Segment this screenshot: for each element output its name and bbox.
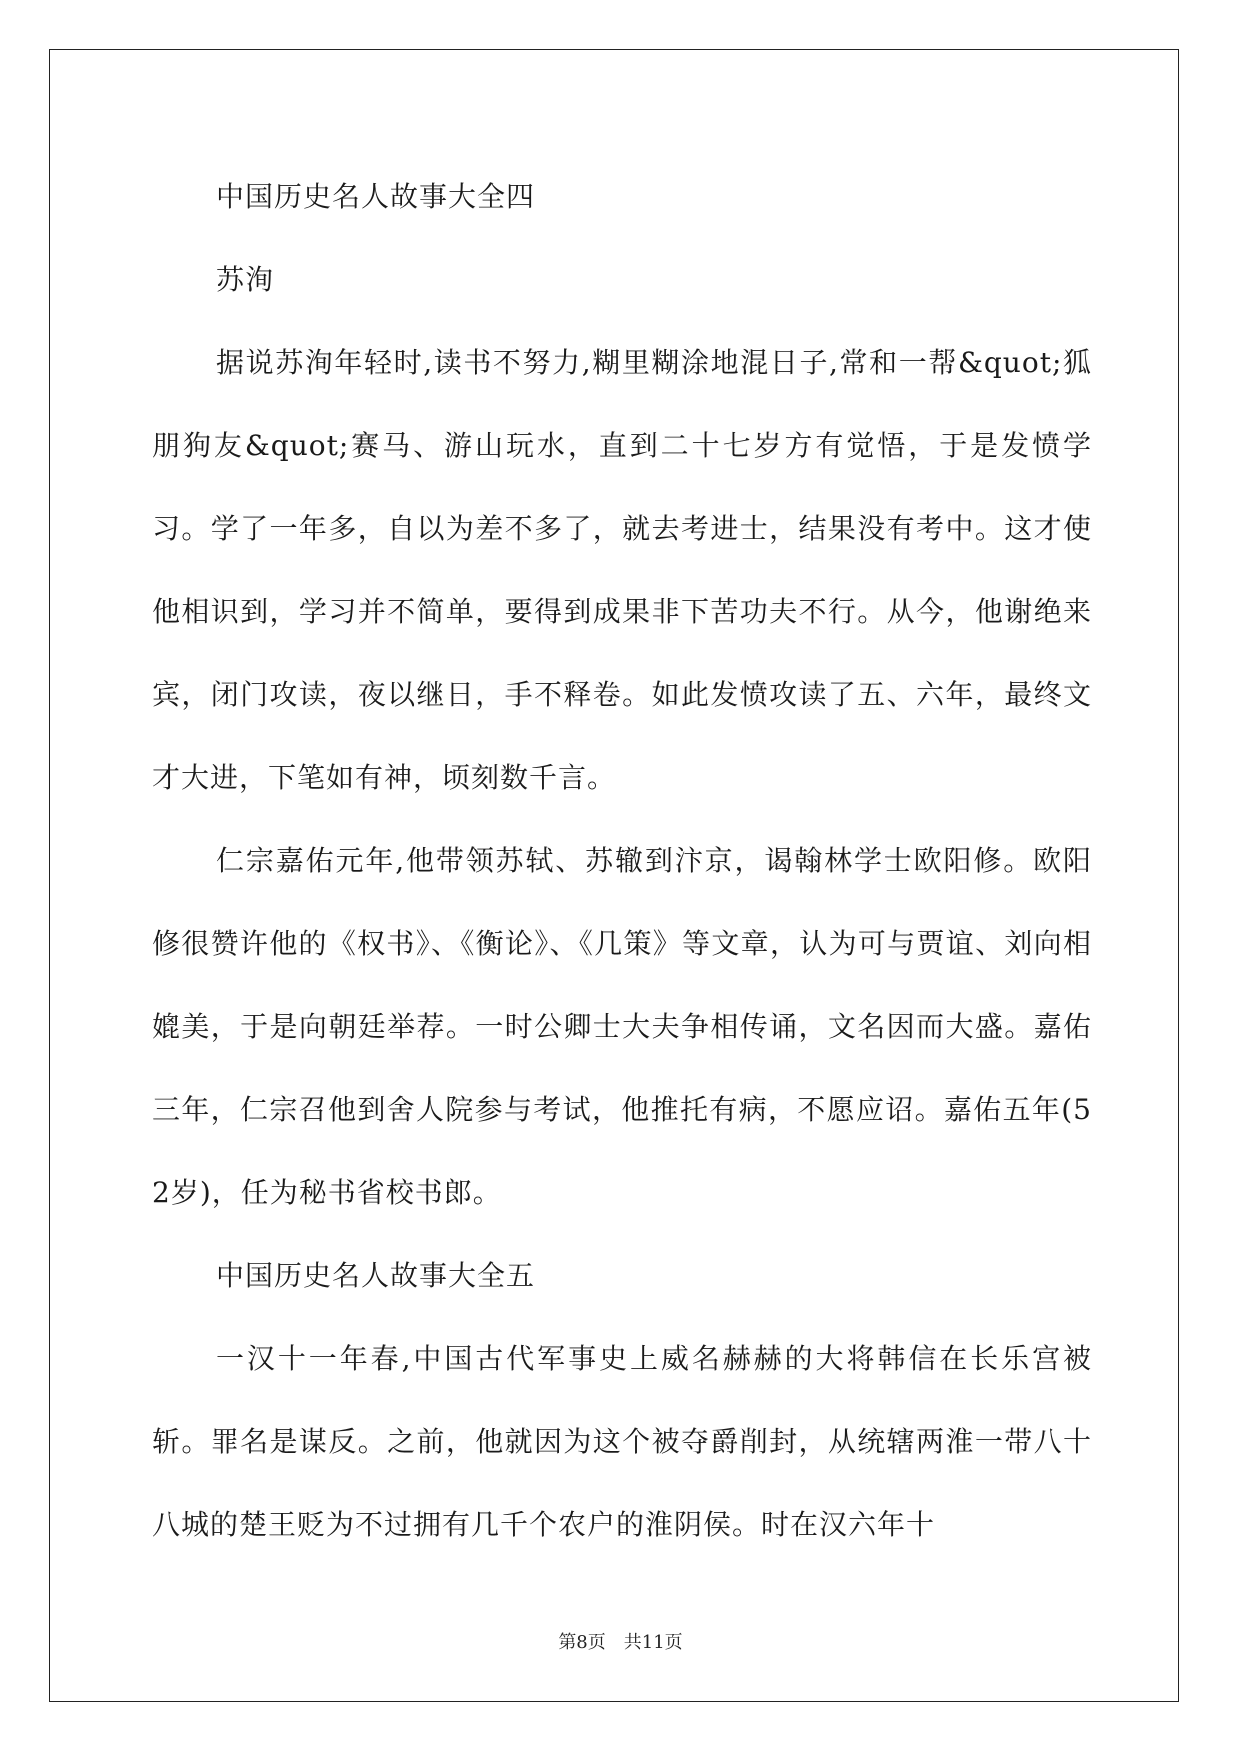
section-heading-5: 中国历史名人故事大全五 xyxy=(216,1259,536,1292)
document-body xyxy=(152,155,1092,1566)
section-heading-4: 中国历史名人故事大全四 xyxy=(216,180,536,213)
page-total: 共11页 xyxy=(623,1632,683,1653)
page-footer xyxy=(0,1628,1241,1654)
paragraph-su-xun-career: 仁宗嘉佑元年,他带领苏轼、苏辙到汴京，谒翰林学士欧阳修。欧阳修很赞许他的《权书》、《衡论》、《几策》等文章，认为可与贾谊、刘向相媲美，于是向朝廷举荐。一时公卿士大夫争相传诵，文名因而大盛。嘉佑三年，仁宗召他到舍人院参与考试，他推托有病，不愿应诏。嘉佑五年(52岁)，任为秘书省校书郎。 xyxy=(152,844,1092,1209)
paragraph-su-xun-youth: 据说苏洵年轻时,读书不努力,糊里糊涂地混日子,常和一帮&quot;狐朋狗友&quot;赛马、游山玩水，直到二十七岁方有觉悟，于是发愤学习。学了一年多，自以为差不多了，就去考进士，结果没有考中。这才使他相识到，学习并不简单，要得到成果非下苦功夫不行。从今，他谢绝来宾，闭门攻读，夜以继日，手不释卷。如此发愤攻读了五、六年，最终文才大进，下笔如有神，顷刻数千言。 xyxy=(152,346,1092,794)
subject-heading-su-xun: 苏洵 xyxy=(216,263,275,296)
paragraph-han-xin: 一汉十一年春,中国古代军事史上威名赫赫的大将韩信在长乐宫被斩。罪名是谋反。之前，他就因为这个被夺爵削封，从统辖两淮一带八十八城的楚王贬为不过拥有几千个农户的淮阴侯。时在汉六年十 xyxy=(152,1342,1092,1541)
page-number: 第8页 xyxy=(558,1632,606,1653)
